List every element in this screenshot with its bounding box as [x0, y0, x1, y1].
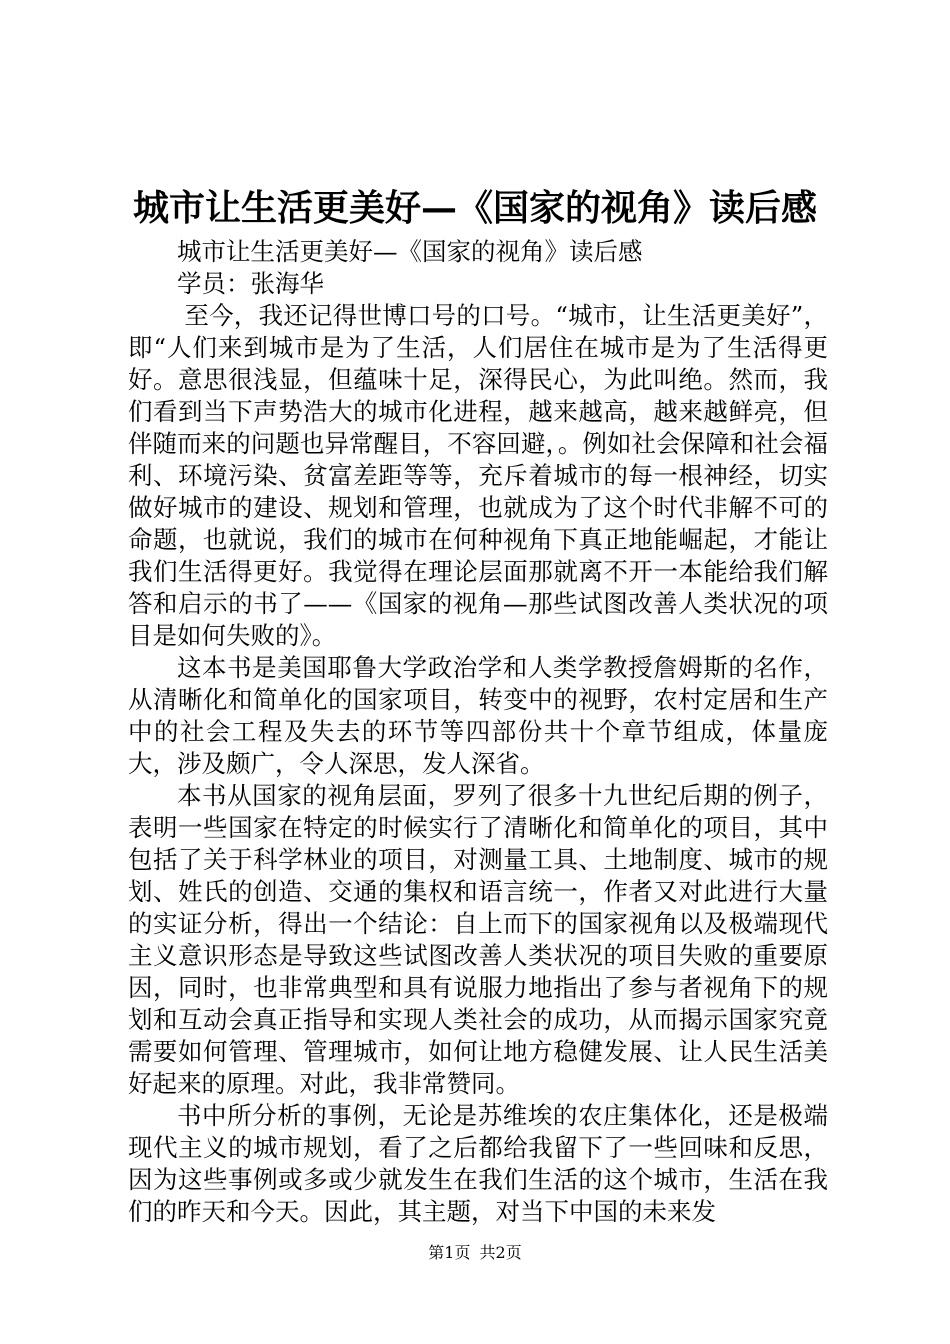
author-line: 学员：张海华 [177, 269, 324, 298]
paragraph: 这本书是美国耶鲁大学政治学和人类学教授詹姆斯的名作，从清晰化和简单化的国家项目，转变中的视野，农村定居和生产中的社会工程及失去的环节等四部份共十个章节组成，体量庞大，涉及颇广，令人深思，发人深省。 [128, 653, 828, 778]
page-number: 第1页 [428, 1243, 471, 1262]
page-total: 共2页 [479, 1243, 522, 1262]
paragraph: 至今，我还记得世博口号的口号。“城市，让生活更美好”，即“人们来到城市是为了生活，人们居住在城市是为了生活得更好。意思很浅显，但蕴味十足，深得民心，为此叫绝。然而，我们看到当下声势浩大的城市化进程，越来越高，越来越鲜亮，但伴随而来的问题也异常醒目，不容回避，。例如社会保障和社会福利、环境污染、贫富差距等等，充斥着城市的每一根神经，切实做好城市的建设、规划和管理，也就成为了这个时代非解不可的命题，也就说，我们的城市在何种视角下真正地能崛起，才能让我们生活得更好。我觉得在理论层面那就离不开一本能给我们解答和启示的书了——《国家的视角—那些试图改善人类状况的项目是如何失败的》。 [128, 301, 828, 650]
document-title: 城市让生活更美好—《国家的视角》读后感 [132, 187, 817, 229]
page-footer [0, 1242, 950, 1264]
subtitle-line: 城市让生活更美好—《国家的视角》读后感 [177, 237, 643, 266]
document-body [128, 236, 828, 1228]
paragraph: 本书从国家的视角层面，罗列了很多十九世纪后期的例子，表明一些国家在特定的时候实行了清晰化和简单化的项目，其中包括了关于科学林业的项目，对测量工具、土地制度、城市的规划、姓氏的创造、交通的集权和语言统一，作者又对此进行大量的实证分析，得出一个结论：自上而下的国家视角以及极端现代主义意识形态是导致这些试图改善人类状况的项目失败的重要原因，同时，也非常典型和具有说服力地指出了参与者视角下的规划和互动会真正指导和实现人类社会的成功，从而揭示国家究竟需要如何管理、管理城市，如何让地方稳健发展、让人民生活美好起来的原理。对此，我非常赞同。 [128, 781, 828, 1098]
paragraph: 书中所分析的事例，无论是苏维埃的农庄集体化，还是极端现代主义的城市规划，看了之后都给我留下了一些回味和反思，因为这些事例或多或少就发生在我们生活的这个城市，生活在我们的昨天和今天。因此，其主题，对当下中国的未来发 [128, 1101, 828, 1226]
